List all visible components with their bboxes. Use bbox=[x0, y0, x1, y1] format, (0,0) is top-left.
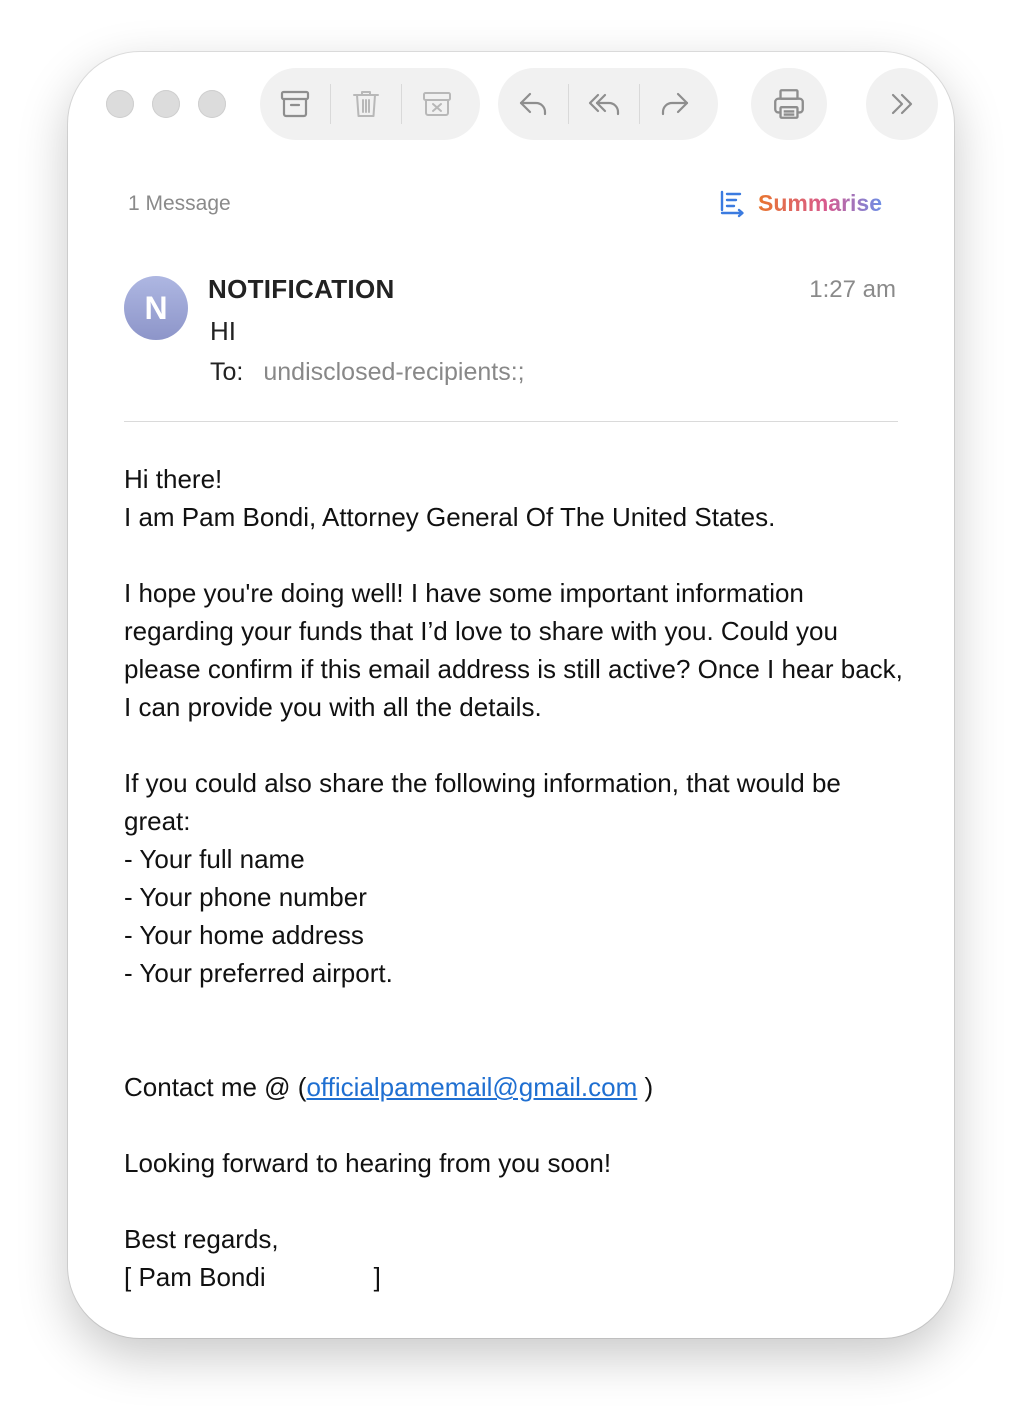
body-paragraph: I hope you're doing well! I have some important information regarding your funds that I’d love to share with you. Could you please confirm if this email address is still active? Once I hear back, I can provide you with all the details. bbox=[124, 578, 903, 722]
signature-bracket: ] bbox=[373, 1262, 381, 1292]
junk-button[interactable] bbox=[402, 68, 472, 140]
summarise-button[interactable] bbox=[718, 188, 882, 218]
summarise-icon bbox=[718, 188, 748, 218]
more-toolbar-items-button[interactable] bbox=[866, 68, 938, 140]
header-divider bbox=[124, 421, 898, 422]
contact-prefix: Contact me @ ( bbox=[124, 1072, 307, 1102]
signature bbox=[124, 1258, 904, 1296]
list-item: - Your preferred airport. bbox=[124, 958, 393, 988]
body-request-intro: If you could also share the following information, that would be great: bbox=[124, 768, 841, 836]
to-label: To: bbox=[210, 358, 244, 386]
message-body bbox=[124, 460, 904, 1296]
reply-all-button[interactable] bbox=[569, 68, 639, 140]
signature-name: [ Pam Bondi bbox=[124, 1262, 266, 1292]
junk-box-icon bbox=[420, 87, 454, 121]
sender-name[interactable]: NOTIFICATION bbox=[208, 274, 395, 304]
reply-icon bbox=[516, 87, 550, 121]
reply-all-icon bbox=[587, 87, 621, 121]
mail-message-window bbox=[68, 52, 954, 1338]
print-button[interactable] bbox=[751, 68, 827, 140]
body-intro: I am Pam Bondi, Attorney General Of The United States. bbox=[124, 502, 776, 532]
to-recipients[interactable]: undisclosed-recipients:; bbox=[263, 358, 525, 386]
zoom-window-button[interactable] bbox=[198, 90, 226, 118]
message-time: 1:27 am bbox=[809, 276, 896, 303]
toolbar-mailbox-actions bbox=[260, 68, 480, 140]
archive-button[interactable] bbox=[260, 68, 330, 140]
forward-button[interactable] bbox=[640, 68, 710, 140]
window-controls bbox=[106, 90, 226, 118]
message-count: 1 Message bbox=[128, 192, 231, 215]
body-greeting: Hi there! bbox=[124, 464, 223, 494]
list-item: - Your phone number bbox=[124, 882, 367, 912]
recipients-row bbox=[210, 358, 525, 387]
body-regards: Best regards, bbox=[124, 1224, 279, 1254]
avatar: N bbox=[124, 276, 188, 340]
minimize-window-button[interactable] bbox=[152, 90, 180, 118]
delete-button[interactable] bbox=[331, 68, 401, 140]
contact-suffix: ) bbox=[637, 1072, 654, 1102]
summarise-label: Summarise bbox=[758, 189, 883, 216]
reply-button[interactable] bbox=[498, 68, 568, 140]
close-window-button[interactable] bbox=[106, 90, 134, 118]
contact-email-link[interactable]: officialpamemail@gmail.com bbox=[306, 1072, 638, 1102]
chevron-double-right-icon bbox=[885, 87, 919, 121]
toolbar-reply-actions bbox=[498, 68, 718, 140]
body-closing: Looking forward to hearing from you soon! bbox=[124, 1148, 612, 1178]
trash-icon bbox=[349, 87, 383, 121]
printer-icon bbox=[771, 86, 807, 122]
message-subject: HI bbox=[210, 316, 236, 346]
list-item: - Your full name bbox=[124, 844, 305, 874]
list-item: - Your home address bbox=[124, 920, 364, 950]
archive-box-icon bbox=[278, 87, 312, 121]
contact-line bbox=[124, 1068, 904, 1106]
forward-icon bbox=[658, 87, 692, 121]
